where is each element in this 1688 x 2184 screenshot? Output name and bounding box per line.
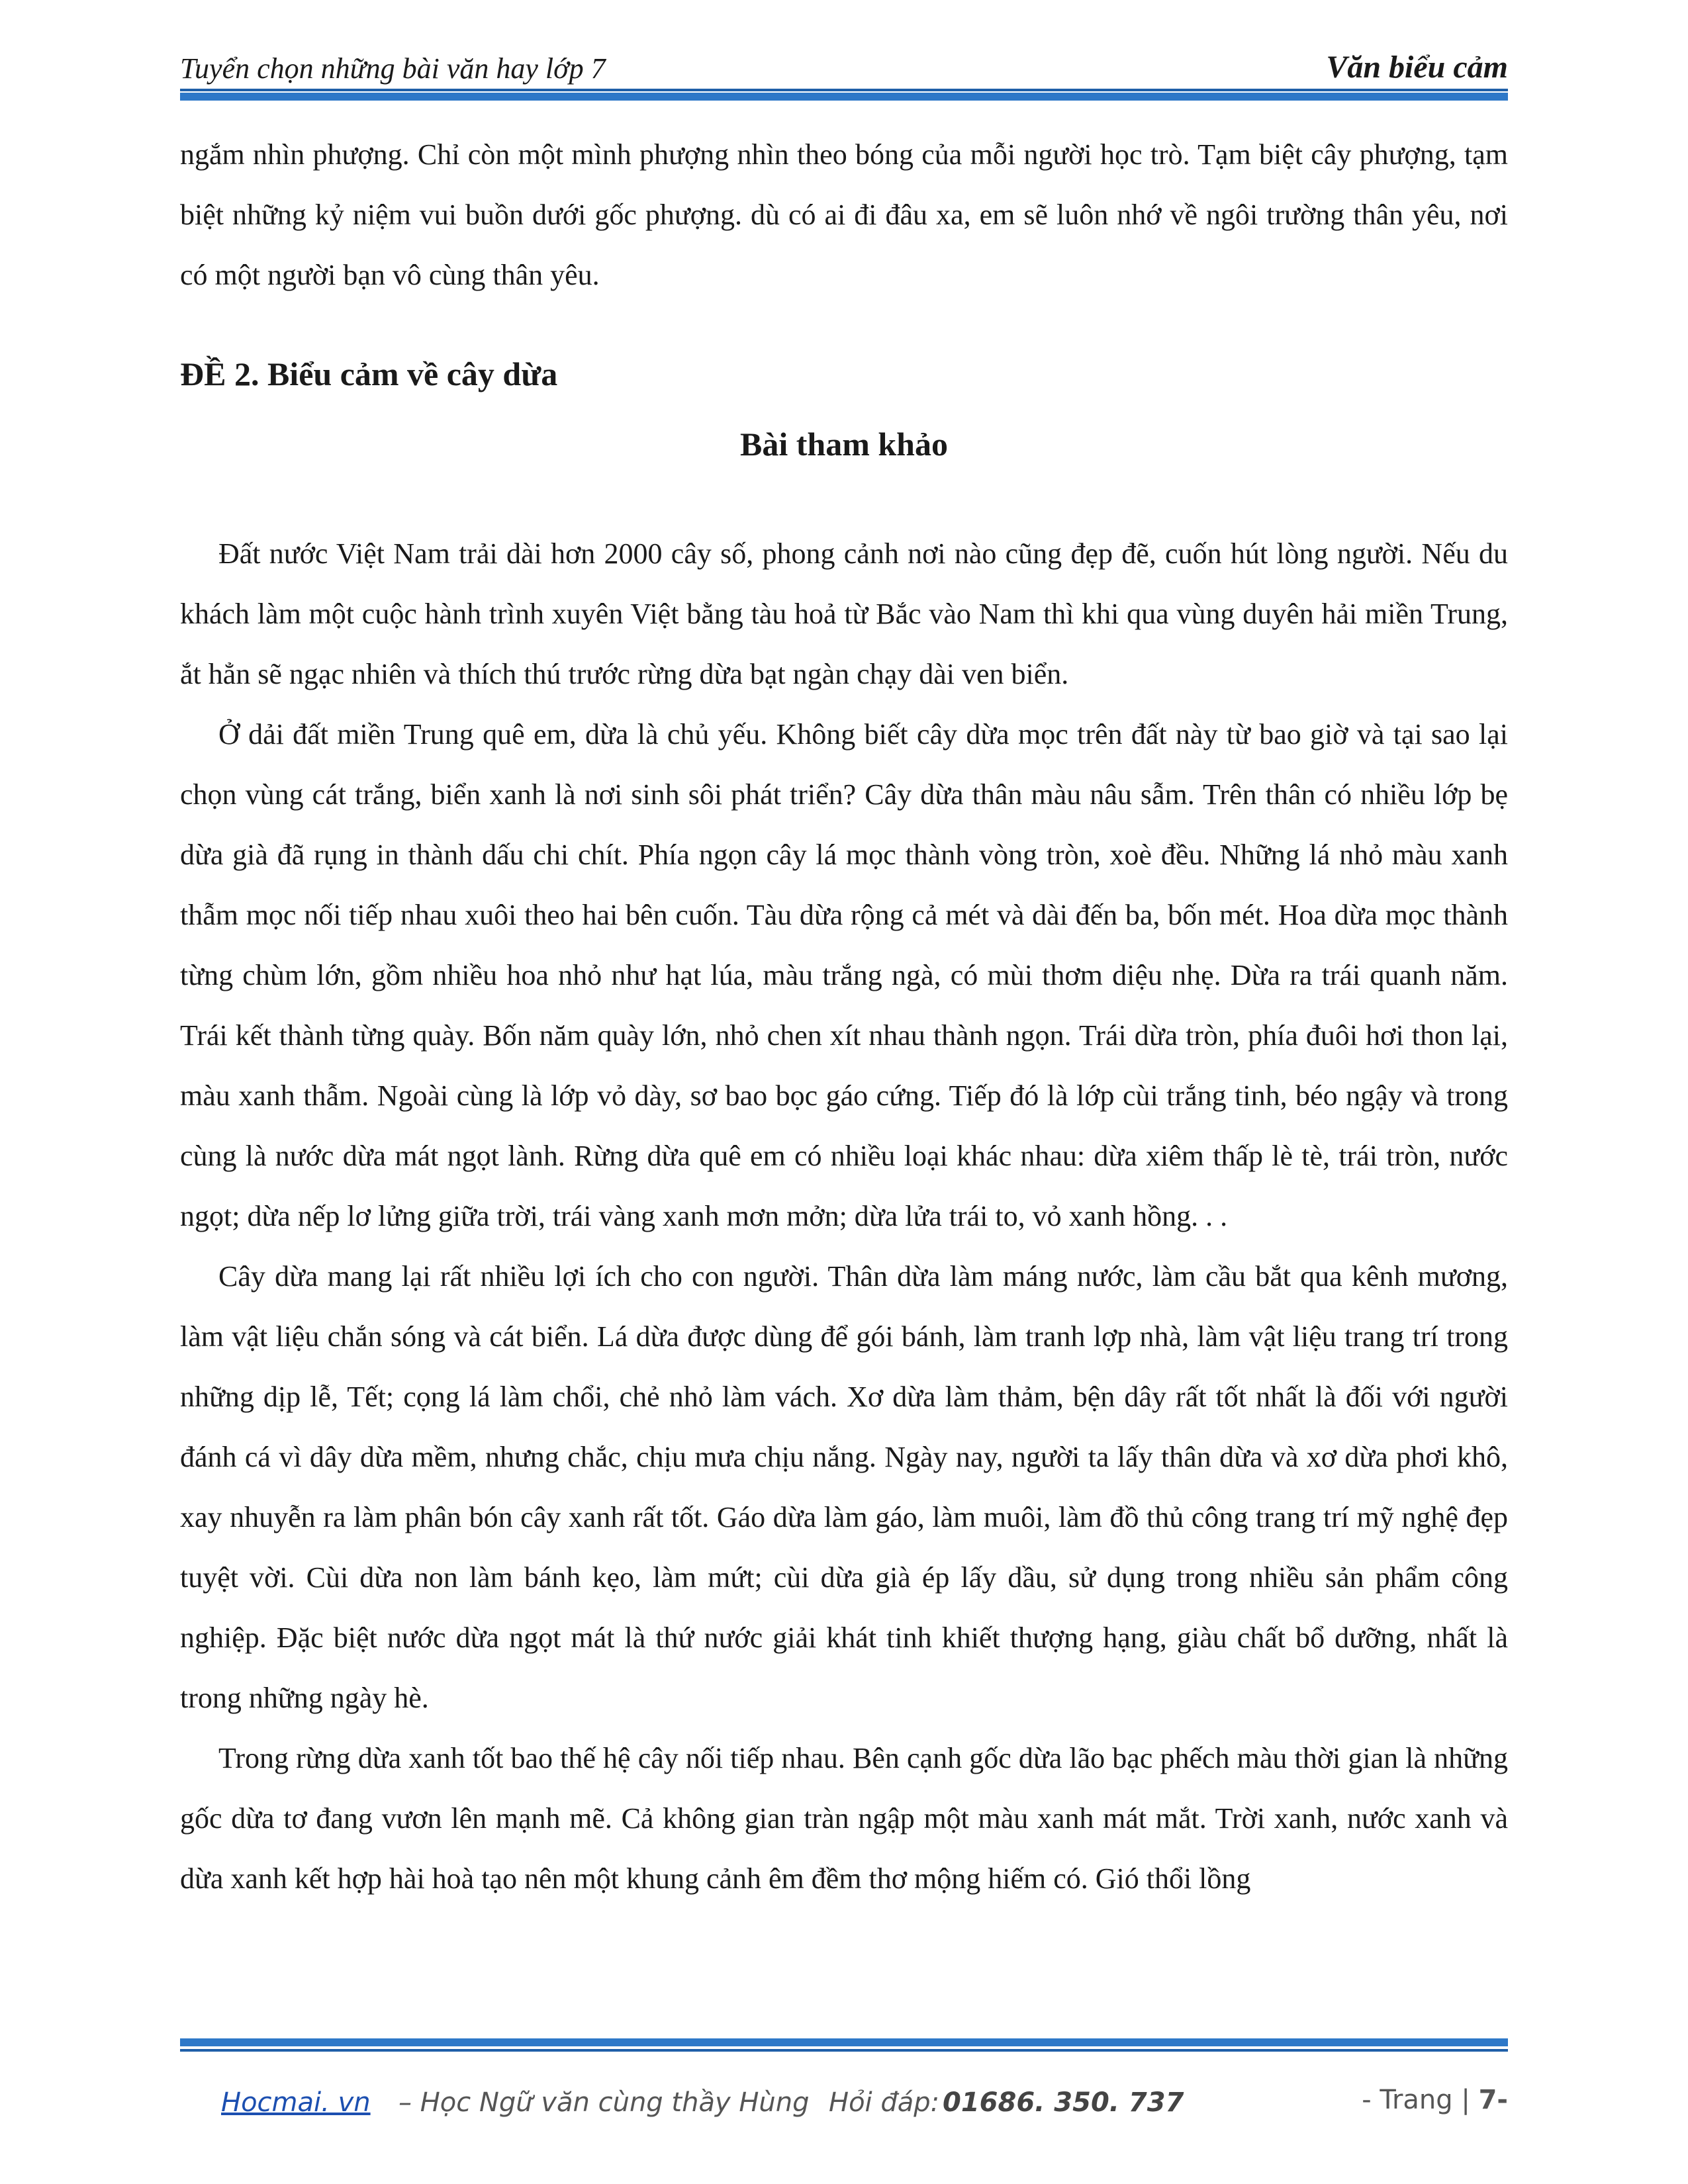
page-header (180, 45, 1508, 93)
body-paragraph: Cây dừa mang lại rất nhiều lợi ích cho con người. Thân dừa làm máng nước, làm cầu bắt qua kênh mương, làm vật liệu chắn sóng và cát biển. Lá dừa được dùng để gói bánh, làm tranh lợp nhà, làm vật liệu trang trí trong những dịp lễ, Tết; cọng lá làm chổi, chẻ nhỏ làm vách. Xơ dừa làm thảm, bện dây rất tốt nhất là đối với người đánh cá vì dây dừa mềm, nhưng chắc, chịu mưa chịu nắng. Ngày nay, người ta lấy thân dừa và xơ dừa phơi khô, xay nhuyễn ra làm phân bón cây xanh rất tốt. Gáo dừa làm gáo, làm muôi, làm đồ thủ công trang trí mỹ nghệ đẹp tuyệt vời. Cùi dừa non làm bánh kẹo, làm mứt; cùi dừa già ép lấy dầu, sử dụng trong nhiều sản phẩm công nghiệp. Đặc biệt nước dừa ngọt mát là thứ nước giải khát tinh khiết thượng hạng, giàu chất bổ dưỡng, nhất là trong những ngày hè. (180, 1260, 1508, 1714)
page-number (1362, 2085, 1508, 2115)
header-rule-thin (180, 89, 1508, 91)
section-title: ĐỀ 2. Biểu cảm về cây dừa (180, 355, 558, 392)
body-paragraph: Đất nước Việt Nam trải dài hơn 2000 cây số, phong cảnh nơi nào cũng đẹp đẽ, cuốn hút lòng người. Nếu du khách làm một cuộc hành trình xuyên Việt bằng tàu hoả từ Bắc vào Nam thì khi qua vùng duyên hải miền Trung, ắt hẳn sẽ ngạc nhiên và thích thú trước rừng dừa bạt ngàn chạy dài ven biển. (180, 537, 1508, 690)
page-number-value: 7- (1478, 2085, 1508, 2115)
header-rule-thick (180, 93, 1508, 101)
footer-phone: 01686. 350. 737 (943, 2087, 1184, 2118)
header-genre-title: Văn biểu cảm (1326, 50, 1508, 85)
page-label: - Trang | (1362, 2085, 1470, 2115)
page-footer (180, 2085, 1508, 2131)
reference-title: Bài tham khảo (740, 426, 948, 463)
intro-paragraph: ngắm nhìn phượng. Chỉ còn một mình phượng nhìn theo bóng của mỗi người học trò. Tạm biệt cây phượng, tạm biệt những kỷ niệm vui buồn dưới gốc phượng. dù có ai đi đâu xa, em sẽ luôn nhớ về ngôi trường thân yêu, nơi có một người bạn vô cùng thân yêu. (180, 138, 1508, 291)
body-paragraph: Ở dải đất miền Trung quê em, dừa là chủ yếu. Không biết cây dừa mọc trên đất này từ bao giờ và tại sao lại chọn vùng cát trắng, biển xanh là nơi sinh sôi phát triển? Cây dừa thân màu nâu sẫm. Trên thân có nhiều lớp bẹ dừa già đã rụng in thành dấu chi chít. Phía ngọn cây lá mọc thành vòng tròn, xoè đều. Những lá nhỏ màu xanh thẫm mọc nối tiếp nhau xuôi theo hai bên cuốn. Tàu dừa rộng cả mét và dài đến ba, bốn mét. Hoa dừa mọc thành từng chùm lớn, gồm nhiều hoa nhỏ như hạt lúa, màu trắng ngà, có mùi thơm diệu nhẹ. Dừa ra trái quanh năm. Trái kết thành từng quày. Bốn năm quày lớn, nhỏ chen xít nhau thành ngọn. Trái dừa tròn, phía đuôi hơi thon lại, màu xanh thẫm. Ngoài cùng là lớp vỏ dày, sơ bao bọc gáo cứng. Tiếp đó là lớp cùi trắng tinh, béo ngậy và trong cùng là nước dừa mát ngọt lành. Rừng dừa quê em có nhiều loại khác nhau: dừa xiêm thấp lè tè, trái tròn, nước ngọt; dừa nếp lơ lửng giữa trời, trái vàng xanh mơn mởn; dừa lửa trái to, vỏ xanh hồng. . . (180, 718, 1508, 1232)
footer-rule-thin (180, 2049, 1508, 2052)
footer-qa-label: Hỏi đáp: (829, 2087, 940, 2118)
footer-rule-thick (180, 2038, 1508, 2046)
body-paragraph: Trong rừng dừa xanh tốt bao thế hệ cây nối tiếp nhau. Bên cạnh gốc dừa lão bạc phếch màu thời gian là những gốc dừa tơ đang vươn lên mạnh mẽ. Cả không gian tràn ngập một màu xanh mát mắt. Trời xanh, nước xanh và dừa xanh kết hợp hài hoà tạo nên một khung cảnh êm đềm thơ mộng hiếm có. Gió thổi lồng (180, 1742, 1508, 1895)
site-link[interactable]: Hocmai. vn (221, 2087, 371, 2118)
footer-teacher-text: – Học Ngữ văn cùng thầy Hùng (399, 2087, 810, 2118)
header-book-title: Tuyển chọn những bài văn hay lớp 7 (180, 52, 606, 85)
page-content (180, 124, 1508, 1909)
